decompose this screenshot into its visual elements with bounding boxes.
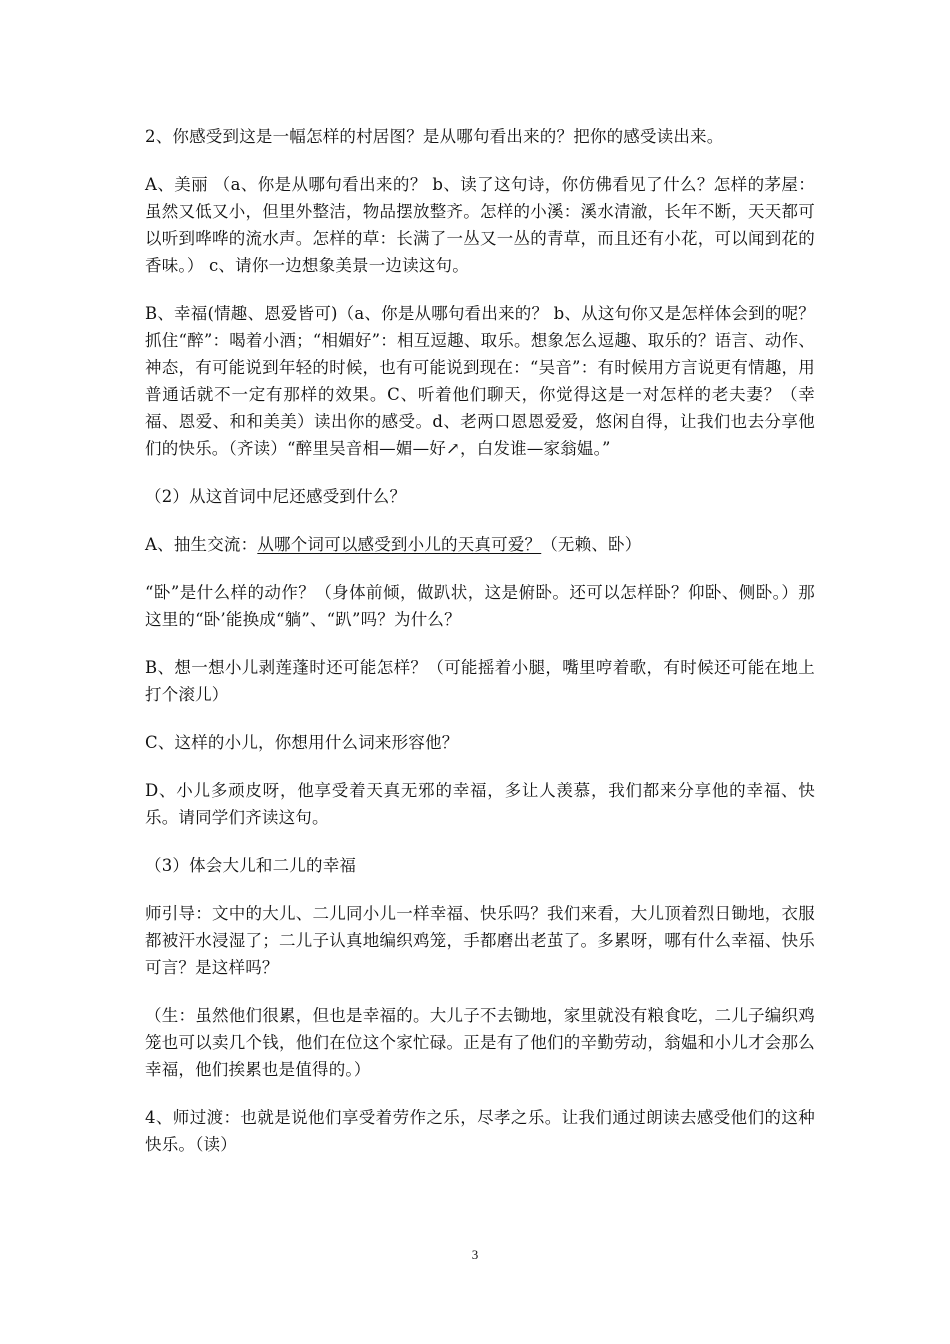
paragraph-question-2: 2、你感受到这是一幅怎样的村居图？是从哪句看出来的？把你的感受读出来。	[145, 127, 724, 146]
paragraph-student-answer: （生：虽然他们很累，但也是幸福的。大儿子不去锄地，家里就没有粮食吃，二儿子编织鸡笼也可以卖几个钱，他们在位这个家忙碌。正是有了他们的辛勤劳动，翁媪和小儿才会那么幸福，他们挨累也是值得的。）	[145, 1006, 815, 1079]
paragraph-question-4: 4、师过渡：也就是说他们享受着劳作之乐，尽孝之乐。让我们通过朗读去感受他们的这种快乐。（读）	[145, 1108, 815, 1154]
paragraph-b-happiness: B、幸福(情趣、恩爱皆可)（a、你是从哪句看出来的？ b、从这句你又是怎样体会到的呢？抓住“醉”：喝着小酒；“相媚好”：相互逗趣、取乐。想象怎么逗趣、取乐的？语言、动作、神态，有可能说到年轻的时候，也有可能说到现在：“吴音”：有时候用方言说更有情趣，用普通话就不一定有那样的效果。C、听着他们聊天，你觉得这是一对怎样的老夫妻？（幸福、恩爱、和和美美）读出你的感受。d、老两口恩恩爱爱，悠闲自得，让我们也去分享他们的快乐。（齐读）“醉里吴音相—媚—好↗，白发谁—家翁媪。”	[145, 304, 815, 458]
page-number: 3	[471, 1247, 479, 1262]
paragraph-section-3-heading: （3）体会大儿和二儿的幸福	[145, 856, 357, 875]
paragraph-lie-action: “卧”是什么样的动作？（身体前倾，做趴状，这是俯卧。还可以怎样卧？仰卧、侧卧。）那这里的“卧’能换成“躺”、“趴”吗？为什么？	[145, 583, 815, 629]
paragraph-section-2-heading: （2）从这首词中尼还感受到什么？	[145, 487, 407, 506]
paragraph-b-imagine: B、想一想小儿剥莲蓬时还可能怎样？（可能摇着小腿，嘴里哼着歌，有时候还可能在地上打个滚儿）	[145, 658, 815, 704]
underlined-question: 从哪个词可以感受到小儿的天真可爱？	[257, 535, 542, 554]
paragraph-a-beautiful: A、美丽 （a、你是从哪句看出来的？ b、读了这句诗，你仿佛看见了什么？怎样的茅屋：虽然又低又小，但里外整洁，物品摆放整齐。怎样的小溪：溪水清澈，长年不断，天天都可以听到哗哗的流水声。怎样的草：长满了一丛又一丛的青草，而且还有小花，可以闻到花的香味。） c、请你一边想象美景一边读这句。	[145, 175, 815, 275]
paragraph-d-naughty: D、小儿多顽皮呀，他享受着天真无邪的幸福，多让人羡慕，我们都来分享他的幸福、快乐。请同学们齐读这句。	[145, 781, 815, 827]
discussion-prefix: A、抽生交流：	[145, 535, 258, 554]
document-body	[145, 123, 815, 1179]
paragraph-teacher-guide: 师引导：文中的大儿、二儿同小儿一样幸福、快乐吗？我们来看，大儿顶着烈日锄地，衣服都被汗水浸湿了；二儿子认真地编织鸡笼，手都磨出老茧了。多累呀，哪有什么幸福、快乐可言？是这样吗？	[145, 904, 815, 977]
discussion-answer: （无赖、卧）	[541, 535, 642, 554]
paragraph-a-discussion	[145, 531, 815, 558]
paragraph-c-describe: C、这样的小儿，你想用什么词来形容他？	[145, 733, 459, 752]
